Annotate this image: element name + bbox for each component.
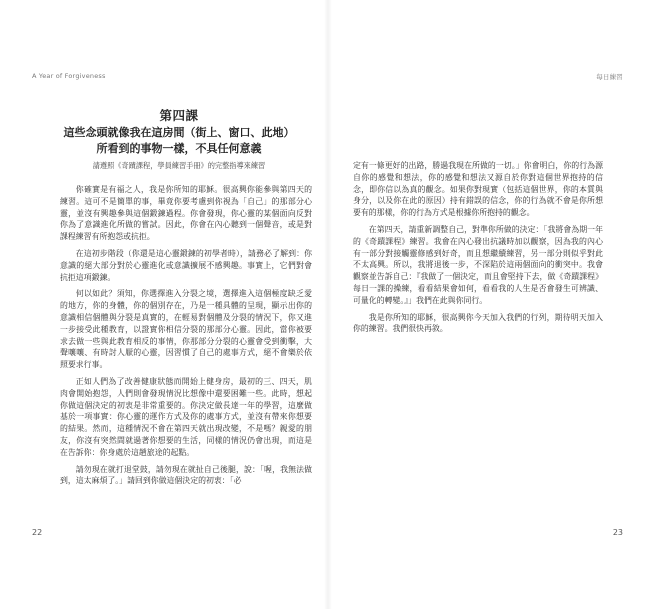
running-head-section-title: 每日練習 — [596, 73, 623, 81]
left-page — [0, 0, 327, 609]
lesson-text-line-1: 這些念頭就像我在這房間（街上、窗口、此地） — [63, 126, 295, 139]
paragraph: 正如人們為了改善健康狀態而開始上健身房，最初的三、四天，肌肉會開始抱怨，人們則會發現情況比想像中還要困難一些。此時，想起你做這個決定的初衷是非常重要的。你決定做長達一年的學習，這麼做基於一項事實：你心靈的運作方式及你的處事方式，並沒有帶來你想要的結果。然而，這種情況不會在第四天就出現改變，不是嗎？親愛的朋友，你沒有突然間就過著你想要的生活，同樣的情況仍會出現，而這是在告訴你：你身處於這趟旅途的起點。 — [60, 376, 312, 457]
lesson-title: 第四課 — [159, 108, 199, 123]
lesson-text-line-2: 所看到的事物一樣，不具任何意義 — [96, 142, 262, 155]
right-page — [327, 0, 655, 609]
page-number-right: 23 — [612, 528, 623, 537]
page-number-left: 22 — [32, 528, 43, 537]
right-body-text — [353, 160, 603, 340]
paragraph-continued: 定有一條更好的出路，勝過我現在所做的一切。」你會明白，你的行為源自你的感覺和想法，你的感覺和想法又源自於你對這個世界抱持的信念，即你信以為真的觀念。如果你對現實（包括這個世界，你的本質與身分，以及你在此的原因）持有錯誤的信念，你的行為就不會是你所想要有的那樣，你的行為方式是根據你所抱持的觀念。 — [353, 161, 603, 218]
paragraph: 在第四天，請重新調整自己，對準你所做的決定：「我將會為期一年的《奇蹟課程》練習。我會在內心發出抗議時加以觀察，因為我的內心有一部分對接觸靈修感到好奇，而且想繼續練習，另一部分則似乎對此不太高興。所以，我將退後一步，不深陷於這兩個面向的衝突中。我會觀察並告訴自己：『我做了一個決定，而且會堅持下去，做《奇蹟課程》每日一課的操練，看看結果會如何，看看我的人生是否會發生可辨識、可量化的轉變。』」我們在此與你同行。 — [353, 224, 603, 305]
paragraph: 何以如此？須知，你選擇進入分裂之境，選擇進入這個極度缺乏愛的地方，你的身體，你的個別存在，乃是一種具體的呈現，顯示出你的意識相信個體與分裂是真實的，在輕易對個體及分裂的情況下，你又進一步接受此種教育，以證實你相信分裂的那部分心靈。因此，當你被要求去做一些與此教育相反的事情，你那部分分裂的心靈會受到衝擊，大聲嚷嚷、有時討人厭的心靈，因習慣了自己的處事方式，絕不會樂於依照要求行事。 — [60, 289, 312, 370]
running-head-book-title: A Year of Forgiveness — [32, 72, 106, 80]
paragraph: 你確實是有福之人，我是你所知的耶穌。很高興你能參與第四天的練習。這可不是簡單的事，畢竟你要考慮到你視為「自己」的那部分心靈，並沒有興趣參與這個鍛鍊過程。你會發現，你心靈的某個面向反對你為了意識進化所做的嘗試。因此，你會在內心聽到一個聲音，或是對課程練習有所抱怨或抗拒。 — [60, 185, 312, 242]
paragraph: 請勿現在就打退堂鼓，請勿現在就扯自己後腿，說：「喔，我無法做到，這太麻煩了。」請回到你做這個決定的初衷：「必 — [60, 464, 312, 486]
practice-instruction: 請遵照《奇蹟課程，學員練習手冊》的完整指導來練習 — [92, 161, 266, 170]
paragraph: 在這初步階段（你還是這心靈鍛鍊的初學者時），請務必了解到：你意識的絕大部分對於心靈進化或意識擴展不感興趣。事實上，它們對會抗拒這項鍛鍊。 — [60, 248, 312, 282]
paragraph: 我是你所知的耶穌，很高興你今天加入我們的行列，期待明天加入你的練習。我們很快再敘。 — [353, 312, 603, 334]
left-body-text — [60, 184, 312, 492]
